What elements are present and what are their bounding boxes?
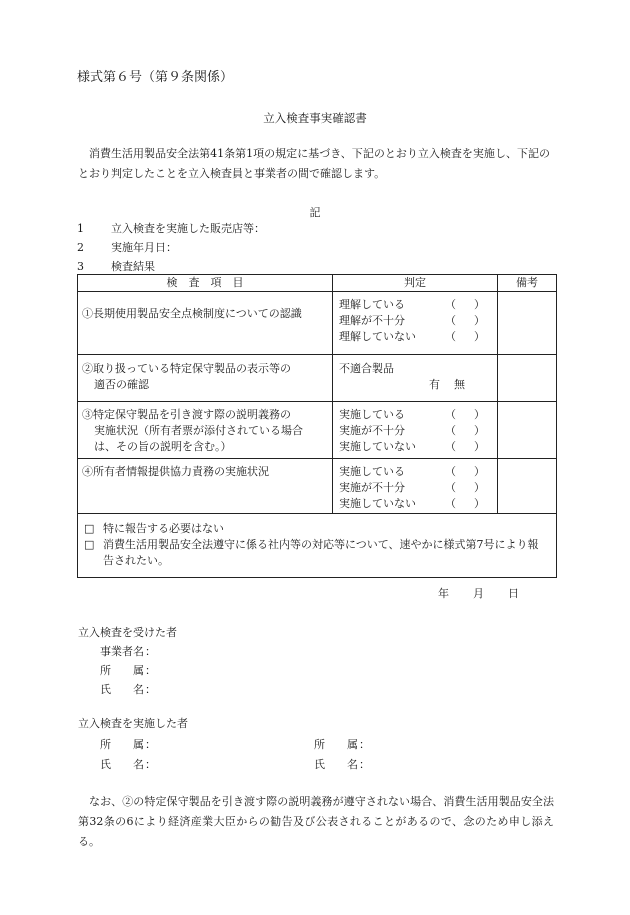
report-row bbox=[78, 514, 557, 578]
remarks-cell bbox=[498, 292, 557, 355]
judgement-option: 実施していない （ ） bbox=[339, 497, 485, 510]
intro-paragraph: 消費生活用製品安全法第41条第1項の規定に基づき、下記のとおり立入検査を実施し、下記のとおり判定したことを立入検査員と事業者の間で確認します。 bbox=[78, 147, 550, 180]
inspector2-affiliation-field: 所 属： bbox=[314, 738, 370, 751]
judgement-option: 実施が不十分 （ ） bbox=[339, 424, 485, 437]
item-number: 1 bbox=[77, 222, 84, 235]
item-label: 立入検査を実施した販売店等： bbox=[111, 222, 265, 235]
ki-heading: 記 bbox=[309, 206, 321, 219]
item-label: 実施年月日： bbox=[111, 241, 177, 254]
closing-paragraph: なお、②の特定保守製品を引き渡す際の説明義務が遵守されない場合、消費生活用製品安全法第32条の6により経済産業大臣からの勧告及び公表されることがあるので、念のため申し添える。 bbox=[78, 795, 554, 848]
inspector-name-field: 氏 名： bbox=[100, 758, 156, 771]
form-number: 様式第６号（第９条関係） bbox=[77, 70, 234, 85]
row-item: ③特定保守製品を引き渡す際の説明義務の 実施状況（所有者票が添付されている場合 は、その旨の説明を含む。） bbox=[82, 408, 303, 453]
row-item: ②取り扱っている特定保守製品の表示等の 適否の確認 bbox=[82, 362, 291, 391]
table-row bbox=[78, 292, 557, 355]
remarks-cell bbox=[498, 459, 557, 514]
report-option: □ 特に報告する必要はない bbox=[84, 522, 224, 535]
document-title: 立入検査事実確認書 bbox=[263, 111, 367, 125]
header-item: 検 査 項 目 bbox=[78, 275, 333, 292]
judgement-option: 実施が不十分 （ ） bbox=[339, 481, 485, 494]
table-row bbox=[78, 402, 557, 459]
judgement-options bbox=[333, 402, 497, 455]
item-number: 3 bbox=[77, 260, 84, 273]
inspector2-name-field: 氏 名： bbox=[314, 758, 370, 771]
date-line bbox=[438, 585, 543, 601]
judgement-option: 実施していない （ ） bbox=[339, 440, 485, 453]
item-label: 検査結果 bbox=[111, 260, 155, 273]
report-options bbox=[78, 514, 556, 577]
header-judgement: 判定 bbox=[333, 275, 498, 292]
item-number: 2 bbox=[77, 241, 84, 254]
report-option: □ 消費生活用製品安全法遵守に係る社内等の対応等について、速やかに様式第7号により報告されたい。 bbox=[84, 538, 539, 567]
checkbox-icon[interactable]: □ bbox=[84, 538, 95, 551]
remarks-cell bbox=[498, 355, 557, 402]
inspected-name-field: 氏 名： bbox=[100, 683, 156, 696]
inspected-heading: 立入検査を受けた者 bbox=[78, 626, 177, 639]
checkbox-icon[interactable]: □ bbox=[84, 522, 95, 535]
inspected-company-field: 事業者名： bbox=[100, 645, 156, 658]
judgement-option: 実施している （ ） bbox=[339, 465, 485, 478]
item-store bbox=[77, 220, 265, 236]
table-header-row bbox=[78, 275, 557, 292]
date-year: 年 bbox=[438, 587, 449, 600]
row-item: ①長期使用製品安全点検制度についての認識 bbox=[82, 307, 302, 320]
judgement-options bbox=[333, 459, 497, 512]
date-month: 月 bbox=[473, 587, 484, 600]
remarks-cell bbox=[498, 402, 557, 459]
judgement-options bbox=[333, 292, 497, 345]
hazard-judgement bbox=[333, 355, 497, 393]
hazard-options: 有 無 bbox=[429, 378, 465, 391]
header-remarks: 備考 bbox=[498, 275, 557, 292]
hazard-label: 不適合製品 bbox=[339, 362, 394, 375]
inspected-affiliation-field: 所 属： bbox=[100, 664, 156, 677]
judgement-option: 実施している （ ） bbox=[339, 408, 485, 421]
judgement-option: 理解していない （ ） bbox=[339, 330, 485, 343]
table-row bbox=[78, 459, 557, 514]
inspector-heading: 立入検査を実施した者 bbox=[78, 717, 188, 730]
row-item: ④所有者情報提供協力責務の実施状況 bbox=[82, 465, 269, 478]
item-result bbox=[77, 258, 155, 274]
item-date bbox=[77, 239, 177, 255]
inspection-result-table bbox=[77, 274, 557, 578]
table-row bbox=[78, 355, 557, 402]
date-day: 日 bbox=[508, 587, 519, 600]
inspector-affiliation-field: 所 属： bbox=[100, 738, 156, 751]
judgement-option: 理解が不十分 （ ） bbox=[339, 314, 485, 327]
judgement-option: 理解している （ ） bbox=[339, 298, 485, 311]
